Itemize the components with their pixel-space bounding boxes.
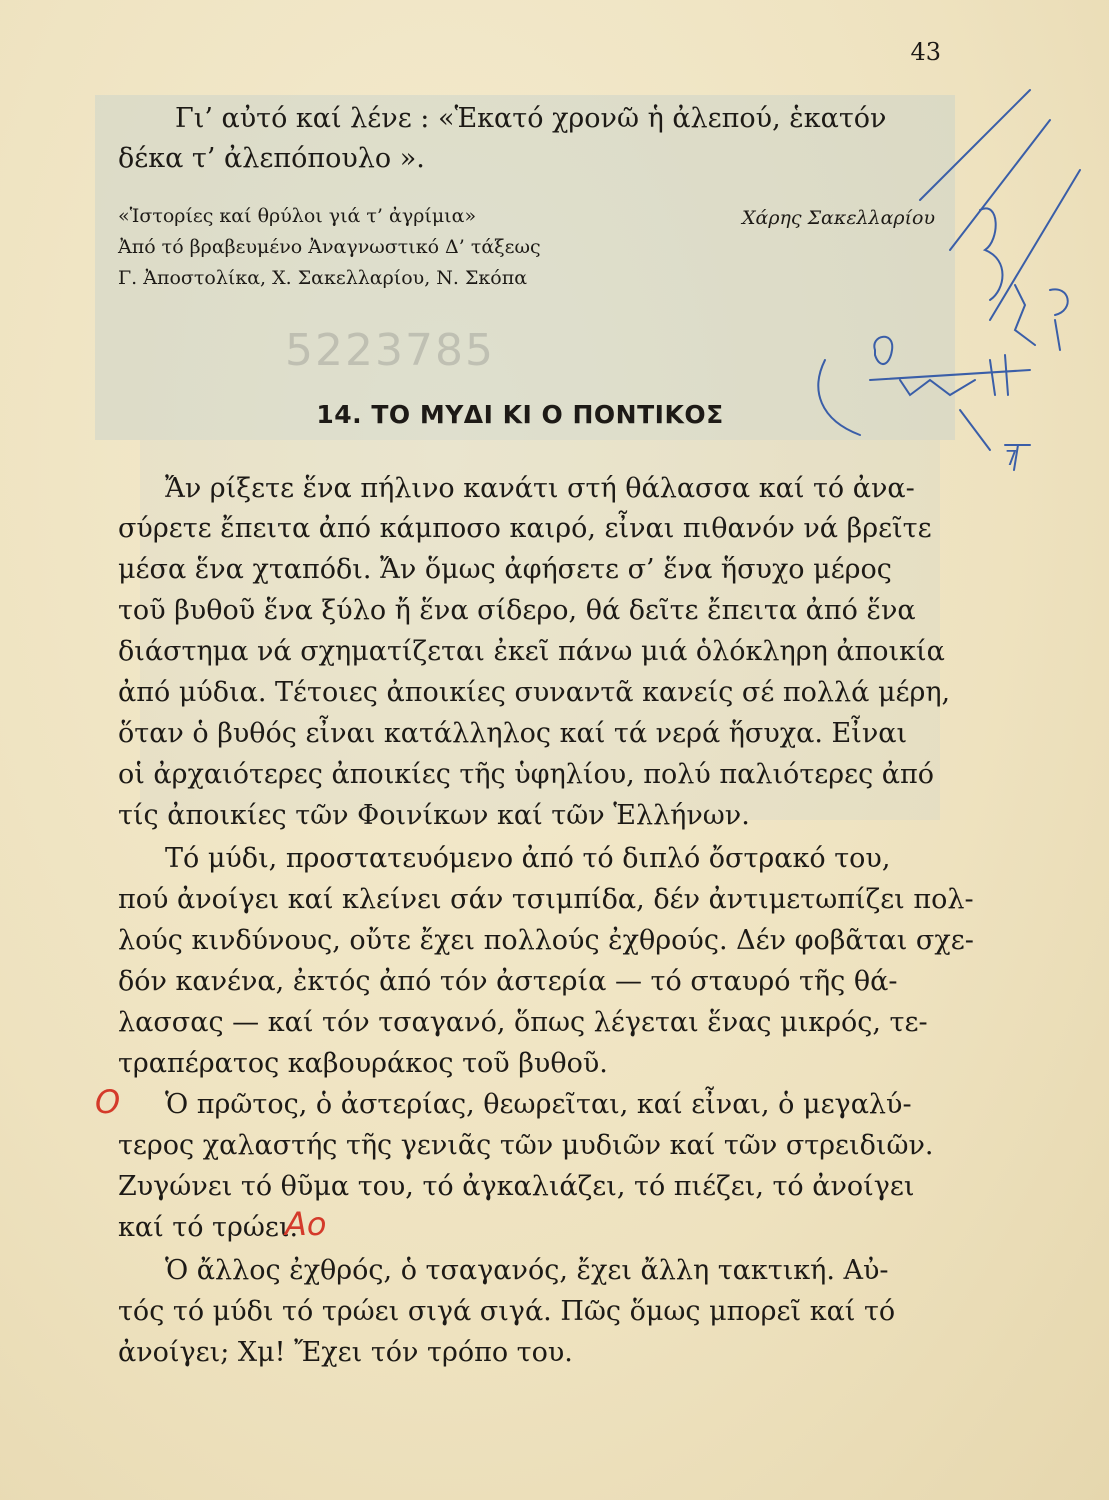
body-line: Τό μύδι, προστατευόμενο ἀπό τό διπλό ὄστρακό του, xyxy=(165,843,891,874)
citation-line-1: «Ἱστορίες καί θρύλοι γιά τ’ ἀγρίμια» xyxy=(118,205,477,227)
body-line: τερος χαλαστής τῆς γενιᾶς τῶν μυδιῶν καί τῶν στρειδιῶν. xyxy=(118,1130,934,1161)
body-line: σύρετε ἔπειτα ἀπό κάμποσο καιρό, εἶναι πιθανόν νά βρεῖτε xyxy=(118,513,932,544)
body-line: δόν κανένα, ἐκτός ἀπό τόν ἀστερία — τό σταυρό τῆς θά- xyxy=(118,966,898,997)
body-line: Ὁ ἄλλος ἐχθρός, ὁ τσαγανός, ἔχει ἄλλη τακτική. Αὐ- xyxy=(165,1255,889,1286)
body-line: λούς κινδύνους, οὔτε ἔχει πολλούς ἐχθρούς. Δέν φοβᾶται σχε- xyxy=(118,925,974,956)
red-handwritten-note: Ao xyxy=(285,1205,327,1243)
body-line: ἀπό μύδια. Τέτοιες ἀποικίες συναντᾶ κανείς σέ πολλά μέρη, xyxy=(118,677,951,708)
red-handwritten-mark: O xyxy=(95,1083,121,1121)
body-line: πού ἀνοίγει καί κλείνει σάν τσιμπίδα, δέν ἀντιμετωπίζει πολ- xyxy=(118,884,974,915)
body-line: τραπέρατος καβουράκος τοῦ βυθοῦ. xyxy=(118,1048,608,1079)
citation-author: Χάρης Σακελλαρίου xyxy=(742,207,936,229)
intro-line-1: Γι’ αὐτό καί λένε : «Ἑκατό χρονῶ ἡ ἀλεπού, ἑκατόν xyxy=(175,103,887,134)
body-line: Ζυγώνει τό θῦμα του, τό ἀγκαλιάζει, τό πιέζει, τό ἀνοίγει xyxy=(118,1171,915,1202)
body-line: ὅταν ὁ βυθός εἶναι κατάλληλος καί τά νερά ἥσυχα. Εἶναι xyxy=(118,718,908,749)
body-line: τίς ἀποικίες τῶν Φοινίκων καί τῶν Ἑλλήνων. xyxy=(118,800,750,831)
chapter-title: 14. ΤΟ ΜΥΔΙ ΚΙ Ο ΠΟΝΤΙΚΟΣ xyxy=(316,400,724,429)
body-line: λασσας — καί τόν τσαγανό, ὅπως λέγεται ἕνας μικρός, τε- xyxy=(118,1007,928,1038)
body-line: μέσα ἕνα χταπόδι. Ἄν ὅμως ἀφήσετε σ’ ἕνα ἥσυχο μέρος xyxy=(118,554,892,585)
body-line: τοῦ βυθοῦ ἕνα ξύλο ἤ ἕνα σίδερο, θά δεῖτε ἔπειτα ἀπό ἕνα xyxy=(118,595,916,626)
body-line: καί τό τρώει. xyxy=(118,1212,299,1243)
blue-pen-doodle xyxy=(800,50,1100,480)
body-line: Ἄν ρίξετε ἕνα πήλινο κανάτι στή θάλασσα καί τό ἀνα- xyxy=(165,473,915,504)
body-line: ἀνοίγει; Χμ! Ἔχει τόν τρόπο του. xyxy=(118,1337,573,1368)
body-line: Ὁ πρῶτος, ὁ ἀστερίας, θεωρεῖται, καί εἶναι, ὁ μεγαλύ- xyxy=(165,1089,912,1120)
body-line: οἱ ἀρχαιότερες ἀποικίες τῆς ὑφηλίου, πολύ παλιότερες ἀπό xyxy=(118,759,935,790)
blue-handwritten-mark: 7 xyxy=(1005,446,1018,470)
intro-line-2: δέκα τ’ ἀλεπόπουλο ». xyxy=(118,143,425,174)
body-line: τός τό μύδι τό τρώει σιγά σιγά. Πῶς ὅμως μπορεῖ καί τό xyxy=(118,1296,896,1327)
citation-line-2: Ἀπό τό βραβευμένο Ἀναγνωστικό Δ’ τάξεως xyxy=(118,236,541,258)
library-stamp: 5223785 xyxy=(285,325,495,376)
citation-line-3: Γ. Ἀποστολίκα, Χ. Σακελλαρίου, Ν. Σκόπα xyxy=(118,267,528,289)
page-number: 43 xyxy=(910,38,941,66)
body-line: διάστημα νά σχηματίζεται ἐκεῖ πάνω μιά ὁλόκληρη ἀποικία xyxy=(118,636,945,667)
